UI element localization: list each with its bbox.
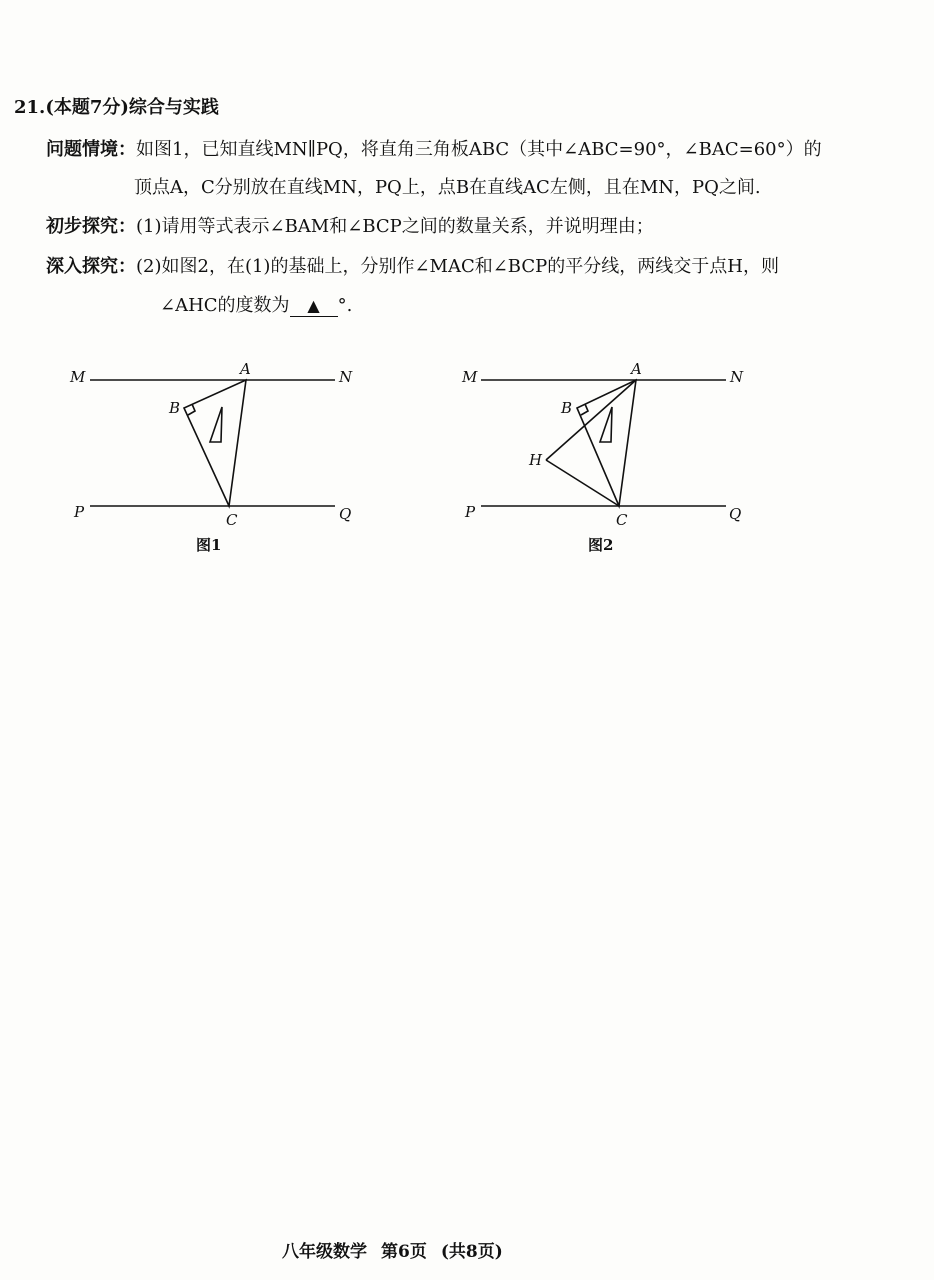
footer-total: (共8页) — [440, 1242, 503, 1262]
fig1-label-n: N — [339, 368, 353, 386]
fig2-label-h: H — [529, 451, 543, 469]
explore2-line — [46, 255, 779, 279]
explore2-label: 深入探究： — [46, 256, 136, 277]
explore2-cont-after: °. — [337, 295, 353, 316]
page-footer — [282, 1240, 517, 1264]
figure-1 — [90, 380, 335, 506]
explore2-cont-before: ∠AHC的度数为 — [160, 295, 290, 316]
answer-blank: ▲ — [290, 296, 338, 317]
question-points: (本题7分) — [45, 97, 129, 118]
fig2-label-a: A — [631, 360, 642, 378]
question-title — [14, 96, 219, 120]
situation-line-1 — [46, 138, 822, 162]
figures — [0, 350, 934, 570]
explore1-text: (1)请用等式表示∠BAM和∠BCP之间的数量关系，并说明理由； — [136, 216, 654, 237]
fig1-label-c: C — [226, 511, 238, 529]
fig2-label-c: C — [616, 511, 628, 529]
fig2-label-m: M — [462, 368, 478, 386]
fig1-label-p: P — [74, 503, 85, 521]
fig2-label-b: B — [561, 399, 573, 417]
bisector-ah — [546, 380, 636, 460]
triangle-inner-cutout-2 — [600, 407, 612, 442]
fig1-label-b: B — [169, 399, 181, 417]
question-number: 21. — [14, 97, 46, 118]
fig2-label-q: Q — [729, 505, 742, 523]
fig2-caption: 图2 — [588, 536, 614, 554]
fig1-caption: 图1 — [196, 536, 222, 554]
bisector-ch — [546, 460, 619, 506]
explore1-line — [46, 215, 654, 239]
explore1-label: 初步探究： — [46, 216, 136, 237]
footer-subject: 八年级数学 — [282, 1242, 367, 1262]
fig2-label-p: P — [465, 503, 476, 521]
fig2-label-n: N — [730, 368, 744, 386]
explore2-continuation — [160, 294, 352, 318]
figure-2 — [481, 380, 726, 506]
fig1-label-m: M — [70, 368, 86, 386]
footer-page: 第6页 — [381, 1242, 427, 1262]
situation-label: 问题情境： — [46, 139, 136, 160]
question-topic: 综合与实践 — [128, 97, 219, 118]
explore2-text: (2)如图2，在(1)的基础上，分别作∠MAC和∠BCP的平分线，两线交于点H，则 — [136, 256, 779, 277]
fig1-label-a: A — [240, 360, 251, 378]
situation-text-1: 如图1，已知直线MN∥PQ，将直角三角板ABC（其中∠ABC=90°，∠BAC=60°）的 — [136, 139, 822, 160]
triangle-inner-cutout-1 — [210, 407, 222, 442]
situation-line-2: 顶点A，C分别放在直线MN，PQ上，点B在直线AC左侧，且在MN，PQ之间. — [134, 177, 761, 198]
fig1-label-q: Q — [339, 505, 352, 523]
triangle-abc-2 — [577, 380, 636, 506]
triangle-abc-1 — [184, 380, 246, 506]
